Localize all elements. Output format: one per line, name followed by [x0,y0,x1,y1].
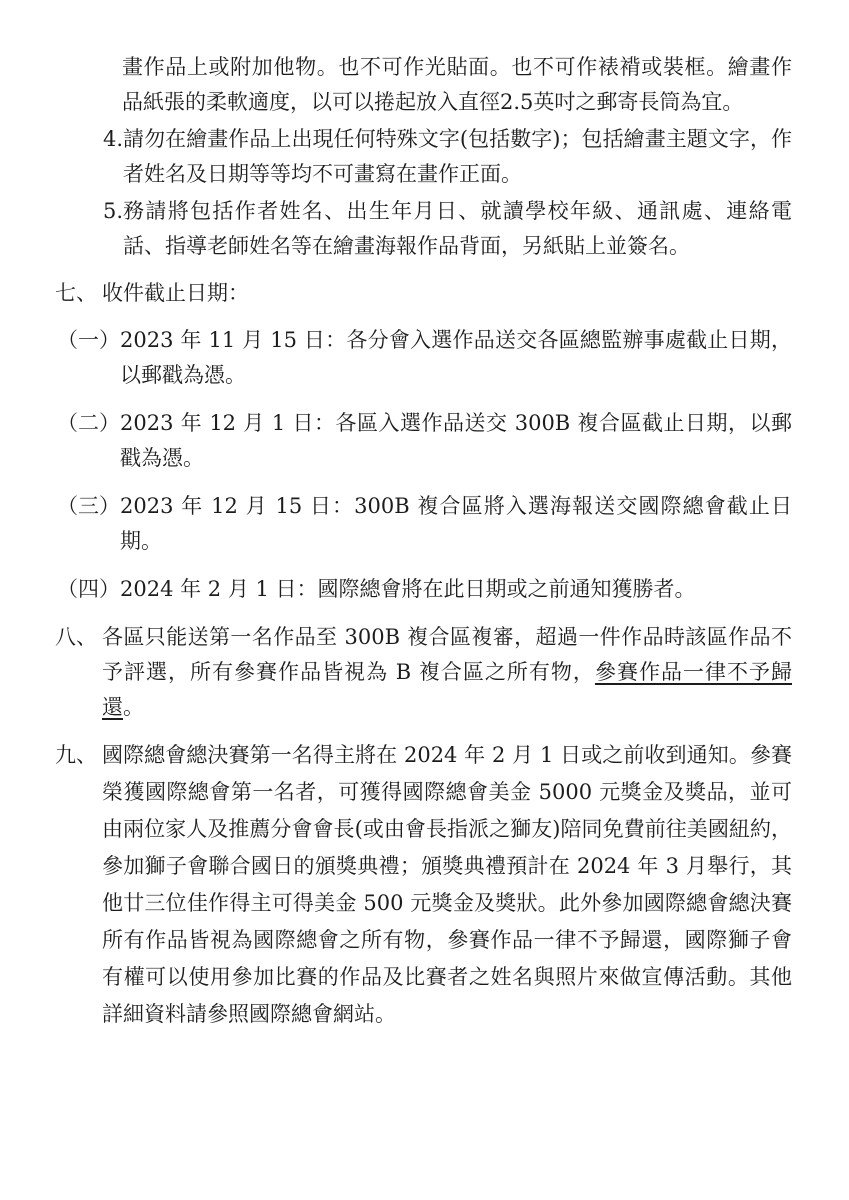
deadline-text: 2023 年 12 月 1 日：各區入選作品送交 300B 複合區截止日期，以郵戳為憑。 [120,411,792,470]
section-marker: 八、 [55,625,97,649]
section-text [102,620,792,725]
section-8-text-before: 各區只能送第一名作品至 300B 複合區複審，超過一件作品時該區作品不予評選，所有參賽作品皆視為 B 複合區之所有物， [102,625,792,684]
deadline-list [55,323,792,607]
document-content [55,50,792,1045]
section-marker: 七、 [55,281,97,305]
deadline-marker: （二） [57,411,120,435]
deadline-marker: （四） [57,577,120,601]
list-item-text: 務請將包括作者姓名、出生年月日、就讀學校年級、通訊處、連絡電話、指導老師姓名等在繪畫海報作品背面，另紙貼上並簽名。 [123,199,792,258]
deadline-item-4 [55,572,792,607]
list-item-marker: 4. [103,127,124,151]
section-8-underlined-text: 參賽作品一律不予歸還 [102,660,793,719]
section-marker: 九、 [55,743,97,767]
deadline-item-3 [55,489,792,559]
list-item-5 [55,194,792,264]
section-text: 國際總會總決賽第一名得主將在 2024 年 2 月 1 日或之前收到通知。參賽榮獲國際總會第一名者，可獲得國際總會美金 5000 元獎金及獎品，並可由兩位家人及推薦分會會長(或由會長指派之獅友)陪同免費前往美國紐約，參加獅子會聯合國日的頒獎典禮；頒獎典禮預計在 2024 年 3 月舉行，其他廿三位佳作得主可得美金 500 元獎金及獎狀。此外參加國際總會總決賽所有作品皆視為國際總會之所有物，參賽作品一律不予歸還，國際獅子會有權可以使用參加比賽的作品及比賽者之姓名與照片來做宣傳活動。其他詳細資料請參照國際總會網站。 [102,743,792,1026]
section-9 [55,737,792,1033]
list-item-4 [55,122,792,192]
list-item-text: 畫作品上或附加他物。也不可作光貼面。也不可作裱褙或裝框。繪畫作品紙張的柔軟適度，以可以捲起放入直徑2.5英吋之郵寄長筒為宜。 [122,55,792,114]
indent-spacer [55,50,103,120]
indent-spacer [55,194,103,264]
artwork-rules-list [55,50,792,264]
deadline-marker: （三） [57,494,120,518]
section-8 [55,620,792,725]
section-7-heading [55,276,792,311]
deadline-text: 2023 年 11 月 15 日：各分會入選作品送交各區總監辦事處截止日期，以郵戳為憑。 [120,328,792,387]
deadline-marker: （一） [57,328,120,352]
deadline-text: 2023 年 12 月 15 日：300B 複合區將入選海報送交國際總會截止日期。 [120,494,792,553]
section-8-text-after: 。 [123,695,144,719]
list-item-marker [103,50,122,120]
indent-spacer [55,122,103,192]
deadline-item-1 [55,323,792,393]
list-item-continuation [55,50,792,120]
list-item-text: 請勿在繪畫作品上出現任何特殊文字(包括數字)；包括繪畫主題文字，作者姓名及日期等等均不可畫寫在畫作正面。 [123,127,792,186]
section-title: 收件截止日期： [102,281,249,305]
deadline-item-2 [55,406,792,476]
list-item-marker: 5. [103,199,124,223]
deadline-text: 2024 年 2 月 1 日：國際總會將在此日期或之前通知獲勝者。 [120,577,696,601]
